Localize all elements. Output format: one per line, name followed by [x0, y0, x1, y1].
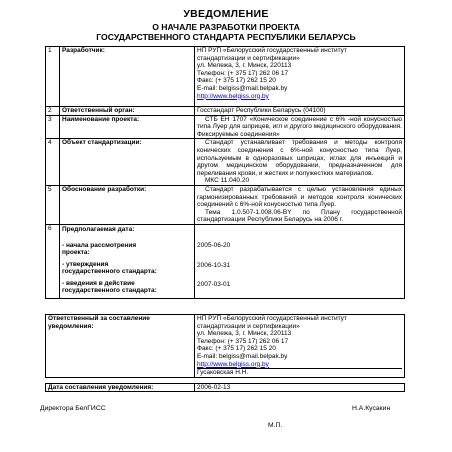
row-number: 1: [46, 47, 60, 107]
row-developer: [46, 47, 405, 107]
date-label-approval: - утверждения государственного стандарта:: [62, 260, 157, 276]
row-justification: 5 Обоснование разработки: Стандарт разрабатывается с целью установления единых гармонизированных требований и методов контроля конических соединений с 6%-ной конусностью типа Луер. Тема 1.0.507-1.008.06-BY по Плану государственной стандартизации Республики Беларусь на 2006 г.: [46, 185, 405, 224]
date-label-effective: - введения в действие государственного стандарта:: [62, 279, 157, 295]
compose-date-value: 2006-02-13: [195, 383, 405, 392]
justification-theme: Тема 1.0.507-1.008.06-BY по Плану государственной стандартизации Республики Беларусь на 2006 г.: [197, 208, 402, 224]
row-dates: 6 Предполагаемая дата: - начала рассмотрения проекта: - утверждения государственного стандарта: - введения в действие государственного стандарта: 2005-06-20 2006-10-31 2007-03-01: [46, 224, 405, 298]
date-review: 2005-06-20: [197, 241, 231, 249]
row-project-name: 3 Наименование проекта: СТБ ЕН 1707 «Коническое соединение с 6% -ной конусностью типа Луер для шприцев, игл и другого медицинского оборудования. Фиксируемые соединения»: [46, 115, 405, 139]
responsible-details: НП РУП «Белорусский государственный институт стандартизации и сертификации» ул. Мележа, 3, г. Минск, 220113 Телефон: (+ 375 17) 262 06 17 Факс: (+ 375 17) 262 15 20 E-mail: belgiss@mail.belpak.by http://www.belgiss.org.by Гусаковская Н.Н.: [195, 315, 405, 378]
page-subtitle: [0, 22, 452, 42]
subtitle-line-1: О НАЧАЛЕ РАЗРАБОТКИ ПРОЕКТА: [152, 22, 300, 32]
responsible-label: Ответственный за составление уведомления:: [46, 315, 195, 378]
director-name: Н.А.Кусакин: [352, 405, 391, 412]
object-description: Стандарт устанавливает требования и методы контроля конических соединения с 6%-ной конусностью типа Луер, используемым в одноразовых шприцах, иглах для инъекций и другом медицинском оборудовании, предназначенном для переливания крови, и жестких и полужестких материалов.: [197, 139, 402, 177]
project-name: СТБ ЕН 1707 «Коническое соединение с 6% -ной конусностью типа Луер для шприцев, игл и другого медицинского оборудования. Фиксируемые соединения»: [195, 115, 405, 139]
date-label-review: - начала рассмотрения проекта:: [62, 241, 137, 257]
responsible-website-link[interactable]: http://www.belgiss.org.by: [197, 361, 402, 370]
date-approval: 2006-10-31: [197, 261, 231, 269]
notice-table: [45, 46, 405, 299]
justification-text: Стандарт разрабатывается с целью установления единых гармонизированных требований и методов контроля конических соединений с 6%-ной конусностью типа Луер.: [197, 185, 402, 209]
subtitle-line-2: ГОСУДАРСТВЕННОГО СТАНДАРТА РЕСПУБЛИКИ БЕЛАРУСЬ: [96, 32, 356, 42]
date-effective: 2007-03-01: [197, 281, 231, 289]
row-standardization-object: 4 Объект стандартизации: Стандарт устанавливает требования и методы контроля конических соединения с 6%-ной конусностью типа Луер, используемым в одноразовых шприцах, иглах для инъекций и другом медицинском оборудовании, предназначенном для переливания крови, и жестких и полужестких материалов. МКС 11.040.20: [46, 139, 405, 186]
row-responsible-body: 2 Ответственный орган: Госстандарт Республики Беларусь (04100): [46, 107, 405, 116]
website-link[interactable]: http://www.belgiss.org.by: [197, 92, 269, 100]
mks-code: МКС 11.040.20: [205, 177, 250, 185]
director-title: Директора БелГИСС: [40, 405, 106, 412]
row-label: Разработчик:: [60, 47, 195, 107]
seal-mark: М.П.: [268, 422, 283, 429]
page-title: УВЕДОМЛЕНИЕ: [183, 8, 269, 20]
responsible-person: Гусаковская Н.Н.: [197, 369, 249, 377]
compose-date-label: Дата составления уведомления:: [46, 383, 195, 392]
developer-details: НП РУП «Белорусский государственный институт стандартизации и сертификации» ул. Мележа, 3, г. Минск, 220113 Телефон: (+ 375 17) 262 06 17 Факс: (+ 375 17) 262 15 20 E-mail: belgiss@mail.belpak.by http://www.belgiss.org.by: [195, 47, 405, 107]
responsible-table: [45, 314, 405, 392]
